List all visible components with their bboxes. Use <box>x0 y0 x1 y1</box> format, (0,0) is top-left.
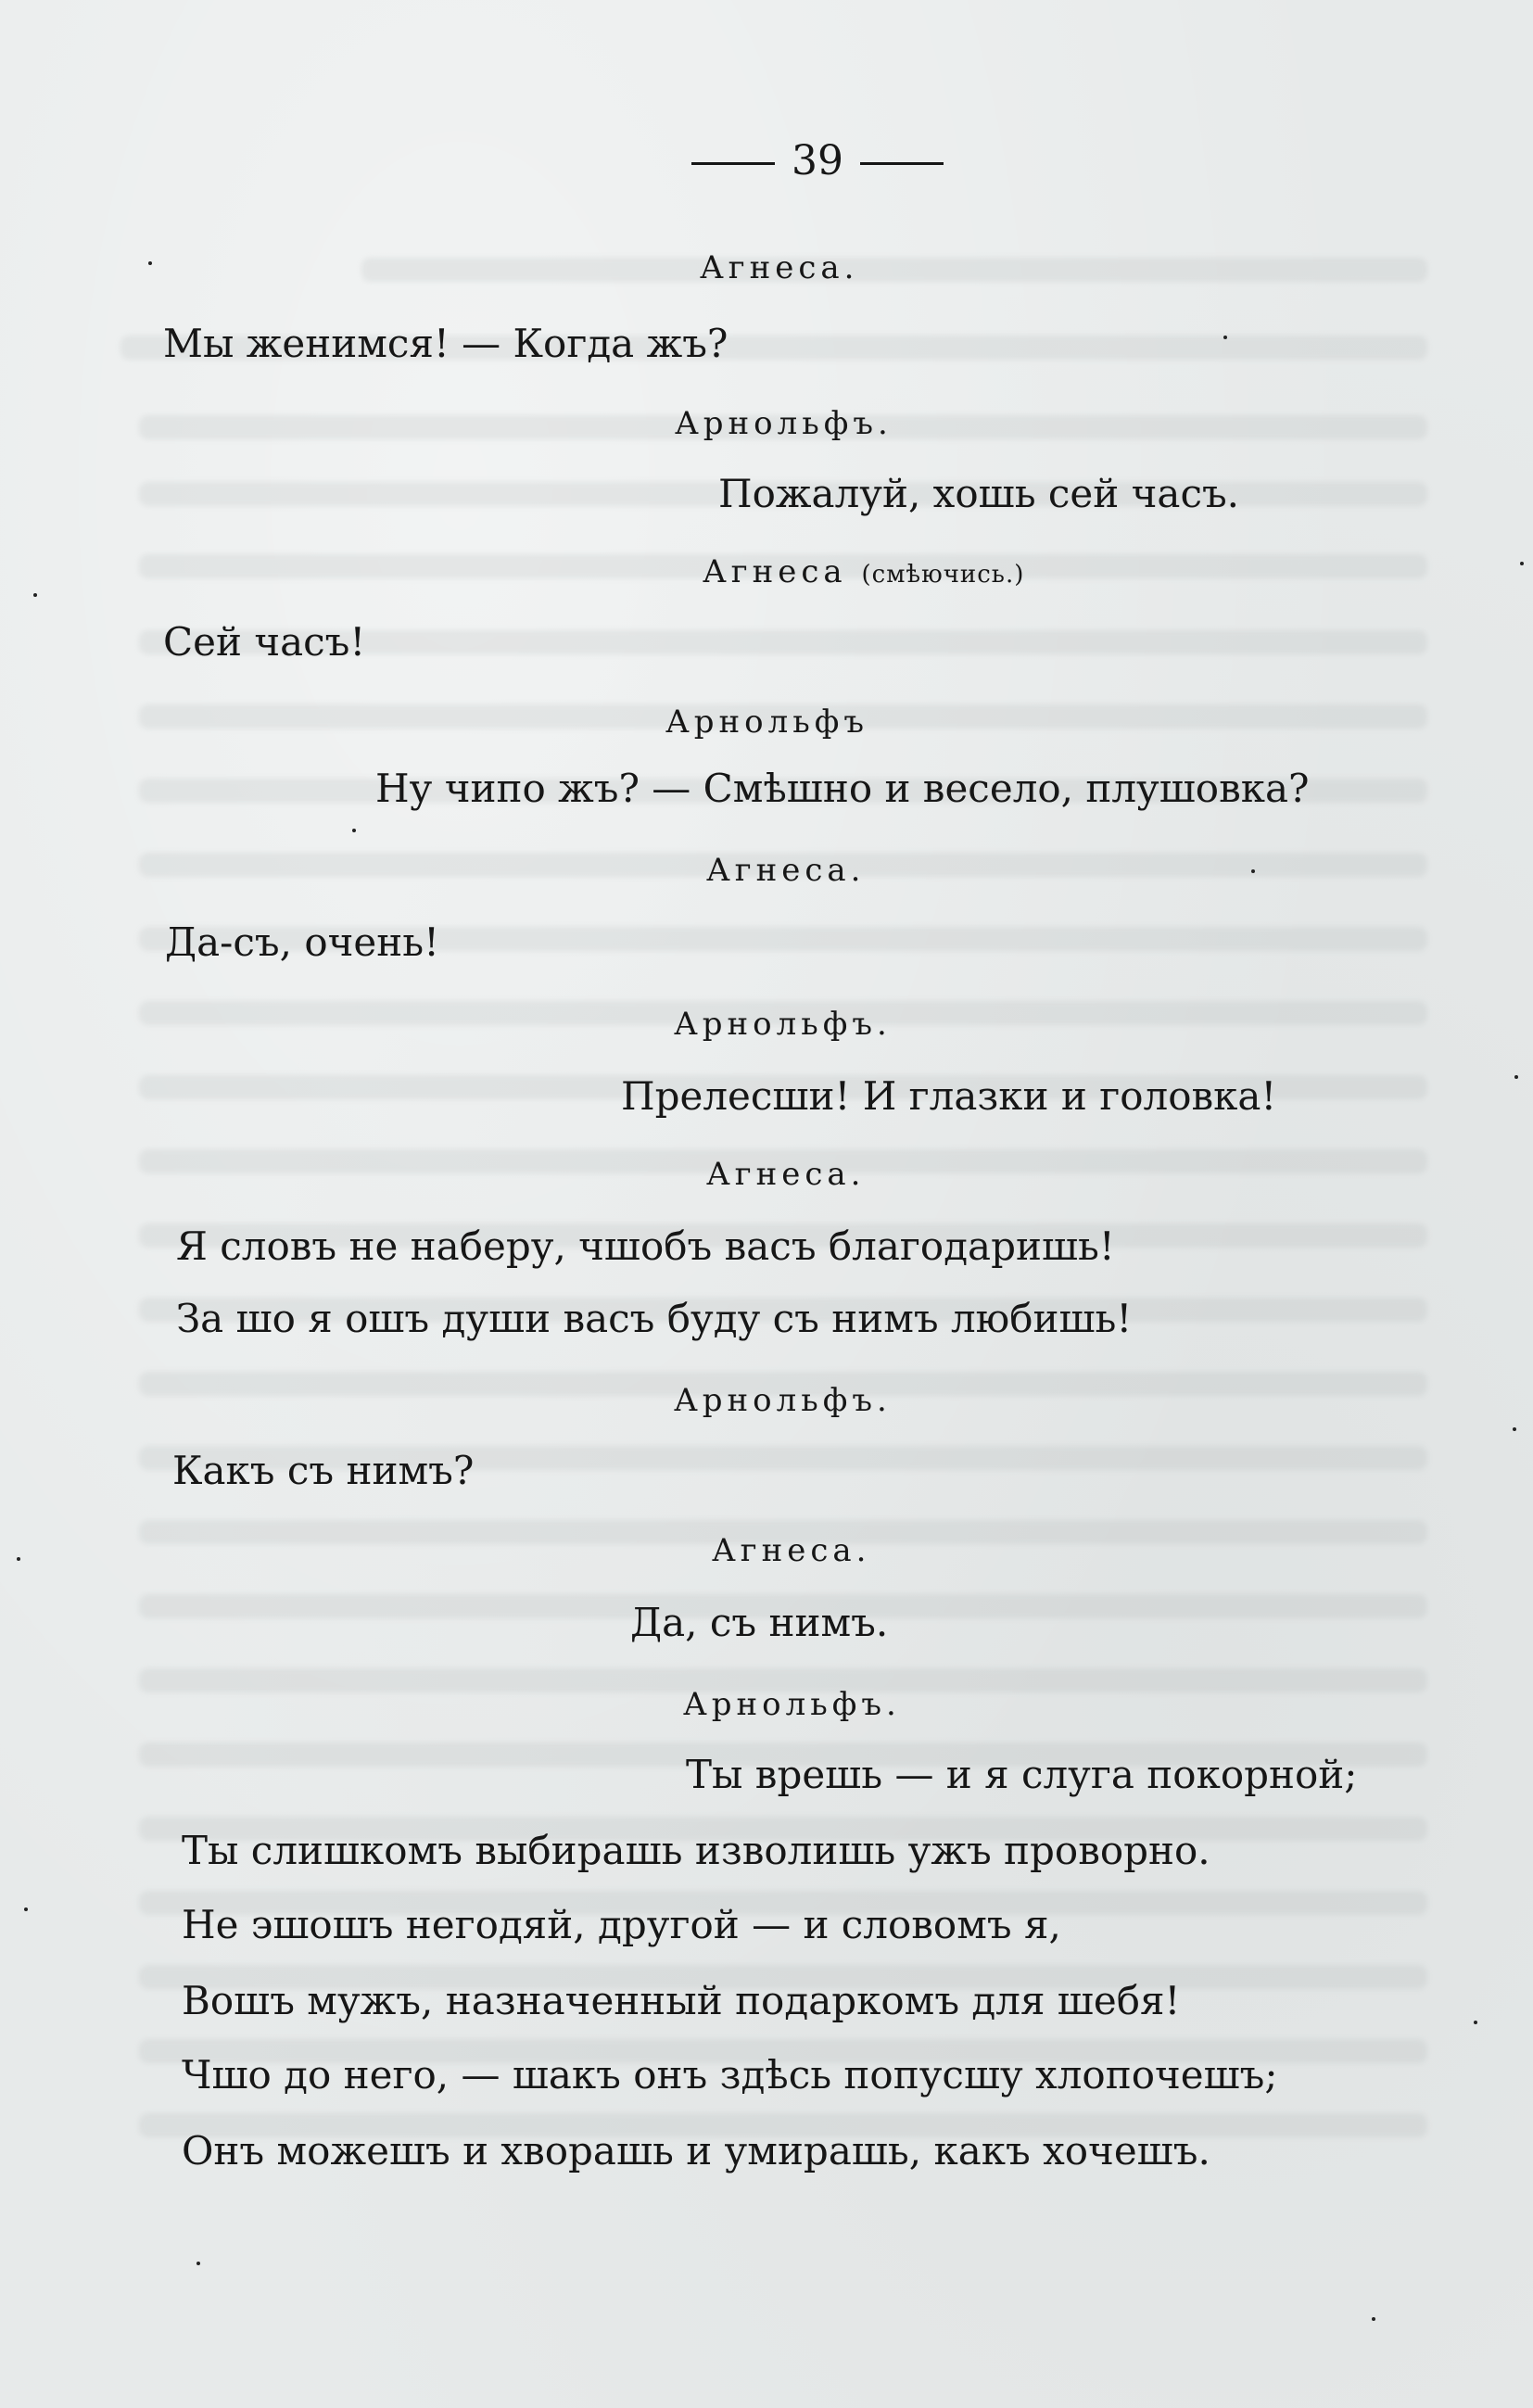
speaker-label: Арнольфъ. <box>675 405 893 442</box>
ink-speck <box>1223 336 1227 339</box>
speaker-name <box>683 1686 901 1723</box>
speaker-name <box>700 249 859 286</box>
speaker-label: Агнеса. <box>706 852 866 889</box>
verse-line: Вошъ мужъ, назначенный подаркомъ для шебя! <box>182 1978 1181 2023</box>
ink-speck <box>352 829 356 832</box>
verse-line: Пожалуй, хошь сей часъ. <box>718 471 1240 516</box>
verse-line: Сей часъ! <box>163 619 366 665</box>
verse-line: Чшо до него, — шакъ онъ здѣсь попусшу хлопочешъ; <box>182 2052 1278 2097</box>
speaker-name <box>706 1156 866 1193</box>
ink-speck <box>1520 562 1524 565</box>
speaker-name <box>706 852 866 889</box>
ink-speck <box>1513 1427 1516 1431</box>
page-number-dash-right <box>860 162 944 165</box>
speaker-label: Агнеса. <box>712 1532 871 1569</box>
speaker-name <box>674 1382 892 1419</box>
ink-speck <box>1372 2317 1375 2321</box>
verse-line: Да, съ нимъ. <box>630 1600 889 1645</box>
speaker-name <box>665 703 868 741</box>
verse-line: Ты слишкомъ выбирашь изволишь ужъ проворно. <box>182 1828 1210 1873</box>
speaker-label: Агнеса. <box>706 1156 866 1193</box>
verse-line: Ну чипо жъ? — Смѣшно и весело, плушовка? <box>375 766 1310 811</box>
ink-speck <box>196 2262 200 2265</box>
speaker-name <box>675 405 893 442</box>
speaker-label: Арнольфъ. <box>674 1382 892 1419</box>
speaker-label: Арнольфъ <box>665 703 868 741</box>
ink-speck <box>148 261 152 265</box>
speaker-label: Арнольфъ. <box>683 1686 901 1723</box>
speaker-label: Арнольфъ. <box>674 1006 892 1043</box>
speaker-name <box>703 553 1025 590</box>
speaker-label: Агнеса. <box>700 249 859 286</box>
page-number-value: 39 <box>792 137 843 184</box>
page-number <box>675 137 960 184</box>
verse-line: Не эшошъ негодяй, другой — и словомъ я, <box>182 1902 1061 1947</box>
verse-line: Ты врешь — и я слуга покорной; <box>686 1752 1358 1797</box>
ink-speck <box>17 1557 20 1561</box>
speaker-name <box>674 1006 892 1043</box>
ink-speck <box>33 593 37 597</box>
verse-line: Какъ съ нимъ? <box>172 1448 475 1493</box>
verse-line: Мы женимся! — Когда жъ? <box>163 321 728 366</box>
ink-speck <box>24 1907 28 1911</box>
page-number-dash-left <box>691 162 775 165</box>
verse-line: Прелесши! И глазки и головка! <box>621 1073 1277 1119</box>
ink-speck <box>1514 1075 1518 1079</box>
speaker-name <box>712 1532 871 1569</box>
verse-line: Да-съ, очень! <box>165 919 439 965</box>
verse-line: Онъ можешъ и хворашь и умирашь, какъ хочешъ. <box>182 2128 1210 2174</box>
stage-direction: (смѣючись.) <box>861 561 1025 589</box>
ink-speck <box>1474 2021 1477 2024</box>
speaker-label: Агнеса <box>703 553 847 590</box>
ink-speck <box>1251 869 1255 873</box>
verse-line: Я словъ не наберу, чшобъ васъ благодаришь! <box>176 1223 1115 1269</box>
verse-line: За шо я ошъ души васъ буду съ нимъ любишь! <box>176 1296 1133 1341</box>
